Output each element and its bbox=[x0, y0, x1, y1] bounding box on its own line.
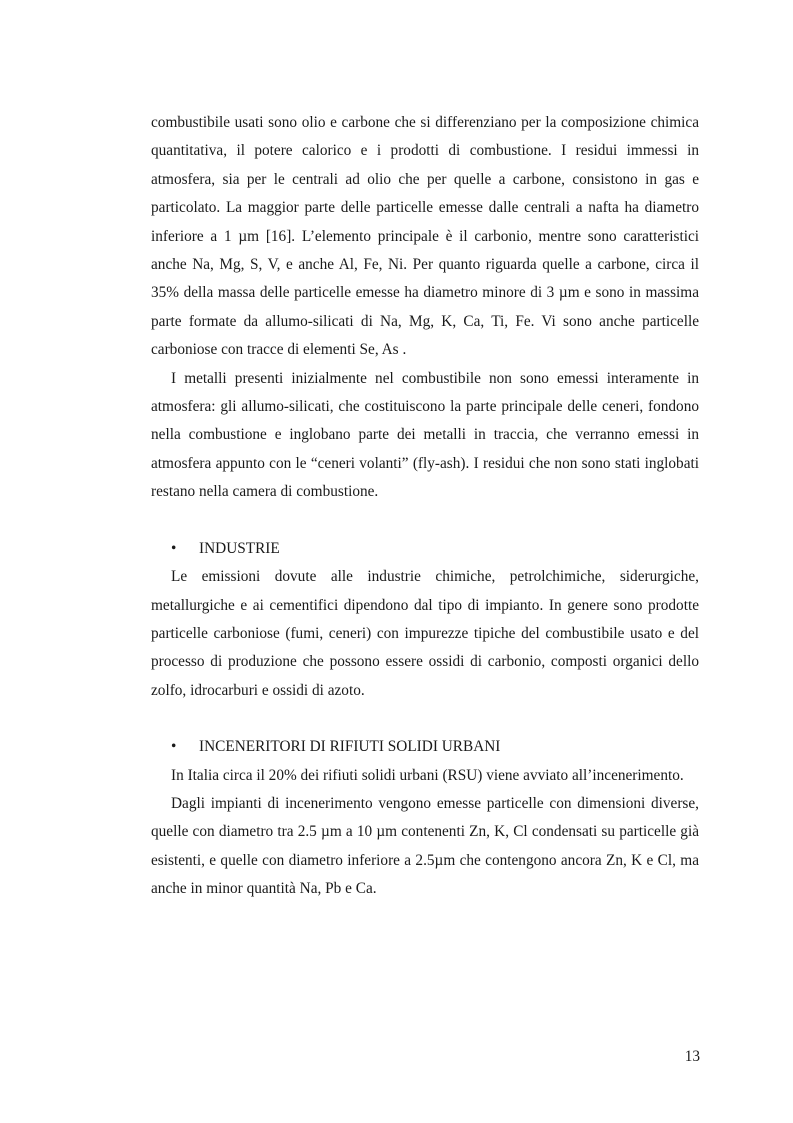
document-page bbox=[151, 109, 699, 904]
bullet-icon: • bbox=[171, 738, 177, 756]
paragraph-impianti: Dagli impianti di incenerimento vengono emesse particelle con dimensioni diverse, quelle con diametro tra 2.5 µm a 10 µm contenenti Zn, K, Cl condensati su particelle già esistenti, e quelle con diametro inferiore a 2.5µm che contengono ancora Zn, K e Cl, ma anche in minor quantità Na, Pb e Ca. bbox=[151, 794, 699, 898]
heading-text-industrie: INDUSTRIE bbox=[199, 539, 280, 557]
paragraph-emissioni: Le emissioni dovute alle industrie chimiche, petrolchimiche, siderurgiche, metallurgiche e ai cementifici dipendono dal tipo di impianto. In genere sono prodotte particelle carboniose (fumi, ceneri) con impurezze tipiche del combustibile usato e del processo di produzione che possono essere ossidi di carbonio, composti organici dello zolfo, idrocarburi e ossidi di azoto. bbox=[151, 568, 699, 699]
spacer bbox=[151, 705, 699, 733]
section-heading-industrie bbox=[151, 535, 699, 563]
page-number: 13 bbox=[684, 1048, 700, 1065]
paragraph-combustibile: combustibile usati sono olio e carbone che si differenziano per la composizione chimica quantitativa, il potere calorico e i prodotti di combustione. I residui immessi in atmosfera, sia per le centrali ad olio che per quelle a carbone, consistono in gas e particolato. La maggior parte delle particelle emesse dalle centrali a nafta ha diametro inferiore a 1 µm [16]. L’elemento principale è il carbonio, mentre sono caratteristici anche Na, Mg, S, V, e anche Al, Fe, Ni. Per quanto riguarda quelle a carbone, circa il 35% della massa delle particelle emesse ha diametro minore di 3 µm e sono in massima parte formate da allumo-silicati di Na, Mg, K, Ca, Ti, Fe. Vi sono anche particelle carboniose con tracce di elementi Se, As . bbox=[151, 114, 699, 359]
heading-text-inceneritori: INCENERITORI DI RIFIUTI SOLIDI URBANI bbox=[199, 738, 501, 756]
bullet-icon: • bbox=[171, 539, 177, 557]
paragraph-italia: In Italia circa il 20% dei rifiuti solidi urbani (RSU) viene avviato all’incenerimento. bbox=[171, 766, 684, 784]
spacer bbox=[151, 507, 699, 535]
paragraph-metalli: I metalli presenti inizialmente nel combustibile non sono emessi interamente in atmosfera: gli allumo-silicati, che costituiscono la parte principale delle ceneri, fondono nella combustione e inglobano parte dei metalli in traccia, che verranno emessi in atmosfera appunto con le “ceneri volanti” (fly-ash). I residui che non sono stati inglobati restano nella camera di combustione. bbox=[151, 369, 699, 501]
section-heading-inceneritori bbox=[151, 733, 699, 761]
